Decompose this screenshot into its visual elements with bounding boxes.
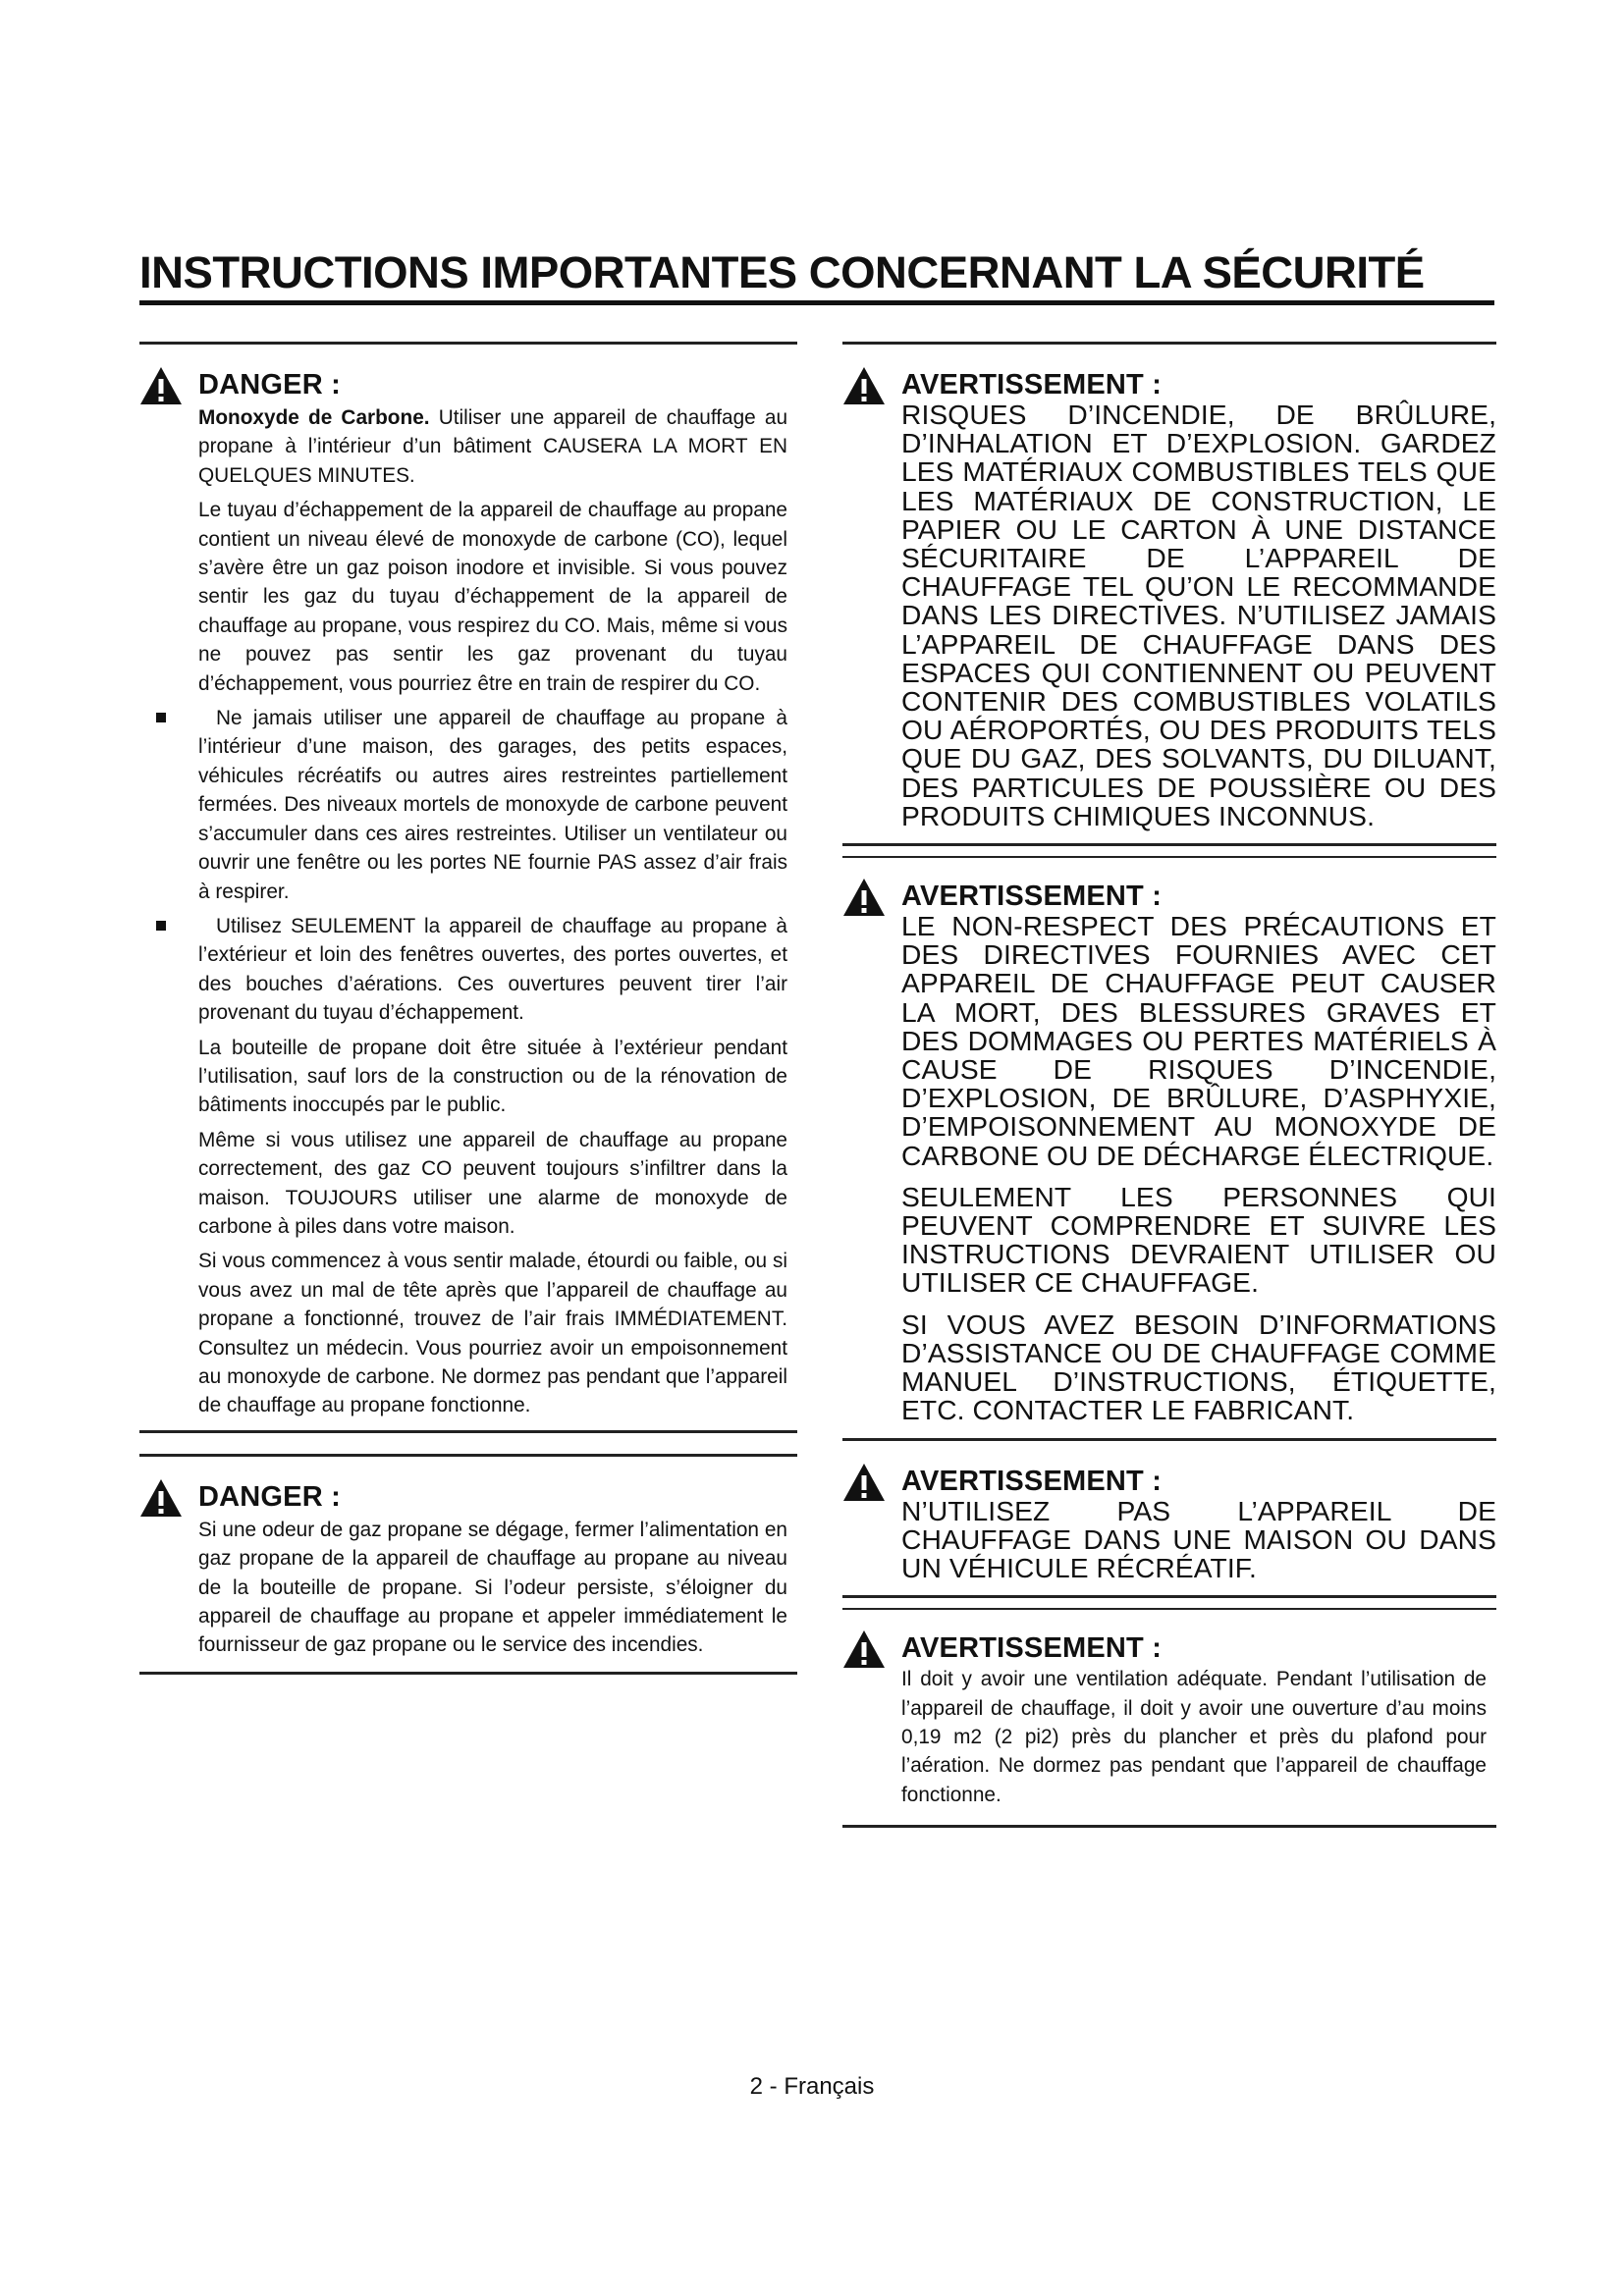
danger-paragraph: Même si vous utilisez une appareil de chauffage au propane correctement, des gaz CO peuvent toujours s’infiltrer dans la maison. TOUJOURS utiliser une alarme de monoxyde de carbone à piles dans votre maison. xyxy=(198,1128,787,1238)
warning-compliance-box xyxy=(842,856,1496,1440)
danger-paragraph: Si une odeur de gaz propane se dégage, fermer l’alimentation en gaz propane de la appareil de chauffage au propane au niveau de la bouteille de propane. Si l’odeur persiste, s’éloigner du appareil de chauffage au propane et appeler immédiatement le fournisseur de gaz propane ou le service des incendies. xyxy=(198,1518,787,1657)
left-column xyxy=(139,342,797,1675)
warning-triangle-icon xyxy=(139,366,183,405)
danger-bullet: Utilisez SEULEMENT la appareil de chauffage au propane à l’extérieur et loin des fenêtres ouvertes, des portes ouvertes, et des bouches d’aérations. Ces ouvertures peuvent tirer l’air provenant du tuyau d’échappement. xyxy=(198,914,787,1025)
divider xyxy=(842,843,1496,846)
warning-heading: AVERTISSEMENT : xyxy=(901,881,1163,913)
right-column xyxy=(842,342,1496,1828)
divider xyxy=(842,342,1496,345)
danger-heading: DANGER : xyxy=(198,1480,341,1513)
title-underline xyxy=(139,300,1494,305)
danger-paragraph: La bouteille de propane doit être située à l’extérieur pendant l’utilisation, sauf lors de la construction ou de la rénovation de bâtiments inoccupés par le public. xyxy=(198,1036,787,1117)
danger-heading: DANGER : xyxy=(198,369,341,400)
danger-paragraph: Le tuyau d’échappement de la appareil de chauffage au propane contient un niveau élevé de monoxyde de carbone (CO), lequel s’avère être un gaz poison inodore et invisible. Si vous pouvez sentir les gaz du tuyau d’échappement de la appareil de chauffage au propane, vous respirez du CO. Mais, même si vous ne pouvez pas sentir les gaz provenant du tuyau d’échappement, vous pourriez être en train de respirer du CO. xyxy=(198,499,787,695)
warning-paragraph: SEULEMENT LES PERSONNES QUI PEUVENT COMPRENDRE ET SUIVRE LES INSTRUCTIONS DEVRAIENT UTILISER OU UTILISER CE CHAUFFAGE. xyxy=(901,1180,1496,1299)
warning-house-box xyxy=(842,1463,1496,1599)
divider xyxy=(139,1430,797,1433)
danger-paragraph: Si vous commencez à vous sentir malade, étourdi ou faible, ou si vous avez un mal de tête après que l’appareil de chauffage au propane a fonctionné, trouvez de l’air frais IMMÉDIATEMENT. Consultez un médecin. Vous pourriez avoir un empoisonnement au monoxyde de carbone. Ne dormez pas pendant que l’appareil de chauffage au propane fonctionne. xyxy=(198,1250,787,1417)
page-number: 2 - Français xyxy=(749,2073,875,2100)
warning-paragraph: Il doit y avoir une ventilation adéquate. Pendant l’utilisation de l’appareil de chauffage, il doit y avoir une ouverture d’au moins 0,19 m2 (2 pi2) près du plancher et près du plafond pour l’aération. Ne dormez pas pendant que l’appareil de chauffage fonctionne. xyxy=(901,1668,1487,1806)
bullet-square xyxy=(156,921,166,931)
divider xyxy=(842,1825,1496,1828)
danger-gas-box xyxy=(139,1454,797,1675)
warning-heading: AVERTISSEMENT : xyxy=(901,369,1163,400)
danger-bullet: Ne jamais utiliser une appareil de chauffage au propane à l’intérieur d’une maison, des garages, des petits espaces, véhicules récréatifs ou autres aires restreintes partiellement fermées. Des niveaux mortels de monoxyde de carbone peuvent s’accumuler dans ces aires restreintes. Utiliser un ventilateur ou ouvrir une fenêtre ou les portes NE fournie PAS assez d’air frais à respirer. xyxy=(198,707,787,903)
divider xyxy=(842,1608,1496,1610)
warning-heading: AVERTISSEMENT : xyxy=(901,1465,1163,1497)
danger-co-box xyxy=(139,342,797,1433)
warning-fire-box xyxy=(842,342,1496,846)
warning-triangle-icon xyxy=(842,1463,886,1502)
warning-paragraph: SI VOUS AVEZ BESOIN D’INFORMATIONS D’ASSISTANCE OU DE CHAUFFAGE COMME MANUEL D’INSTRUCTIONS, ÉTIQUETTE, ETC. CONTACTER LE FABRICANT. xyxy=(901,1308,1496,1426)
warning-paragraph: RISQUES D’INCENDIE, DE BRÛLURE, D’INHALATION ET D’EXPLOSION. GARDEZ LES MATÉRIAUX COMBUSTIBLES TELS QUE LES MATÉRIAUX DE CONSTRUCTION, LE PAPIER OU LE CARTON À UNE DISTANCE SÉCURITAIRE DE L’APPAREIL DE CHAUFFAGE TEL QU’ON LE RECOMMANDE DANS LES DIRECTIVES. N’UTILISEZ JAMAIS L’APPAREIL DE CHAUFFAGE DANS DES ESPACES QUI CONTIENNENT OU PEUVENT CONTENIR DES COMBUSTIBLES VOLATILS OU AÉROPORTÉS, OU DES PRODUITS TELS QUE DU GAZ, DES SOLVANTS, DU DILUANT, DES PARTICULES DE POUSSIÈRE OU DES PRODUITS CHIMIQUES INCONNUS. xyxy=(901,399,1496,831)
danger-lead-bold: Monoxyde de Carbone. xyxy=(198,406,430,429)
warning-ventilation-box xyxy=(842,1608,1496,1828)
warning-heading: AVERTISSEMENT : xyxy=(901,1632,1163,1665)
divider xyxy=(842,1438,1496,1441)
page-title: INSTRUCTIONS IMPORTANTES CONCERNANT LA SÉCURITÉ xyxy=(139,247,1425,297)
warning-triangle-icon xyxy=(139,1478,183,1518)
divider xyxy=(842,856,1496,858)
danger-lead-text: Utiliser une appareil de chauffage au propane à l’intérieur d’un bâtiment CAUSERA LA MORT EN QUELQUES MINUTES. xyxy=(198,406,788,487)
divider xyxy=(842,1595,1496,1598)
divider xyxy=(139,1672,797,1675)
warning-triangle-icon xyxy=(842,366,886,405)
divider xyxy=(139,342,797,345)
bullet-square xyxy=(156,713,166,722)
warning-triangle-icon xyxy=(842,1629,886,1669)
warning-paragraph: LE NON-RESPECT DES PRÉCAUTIONS ET DES DIRECTIVES FOURNIES AVEC CET APPAREIL DE CHAUFFAGE PEUT CAUSER LA MORT, DES BLESSURES GRAVES ET DES DOMMAGES OU PERTES MATÉRIELS À CAUSE DE RISQUES D’INCENDIE, D’EXPLOSION, DE BRÛLURE, D’ASPHYXIE, D’EMPOISONNEMENT AU MONOXYDE DE CARBONE OU DE DÉCHARGE ÉLECTRIQUE. xyxy=(901,910,1496,1171)
warning-triangle-icon xyxy=(842,878,886,917)
warning-paragraph: N’UTILISEZ PAS L’APPAREIL DE CHAUFFAGE DANS UNE MAISON OU DANS UN VÉHICULE RÉCRÉATIF. xyxy=(901,1494,1496,1583)
divider xyxy=(139,1454,797,1457)
